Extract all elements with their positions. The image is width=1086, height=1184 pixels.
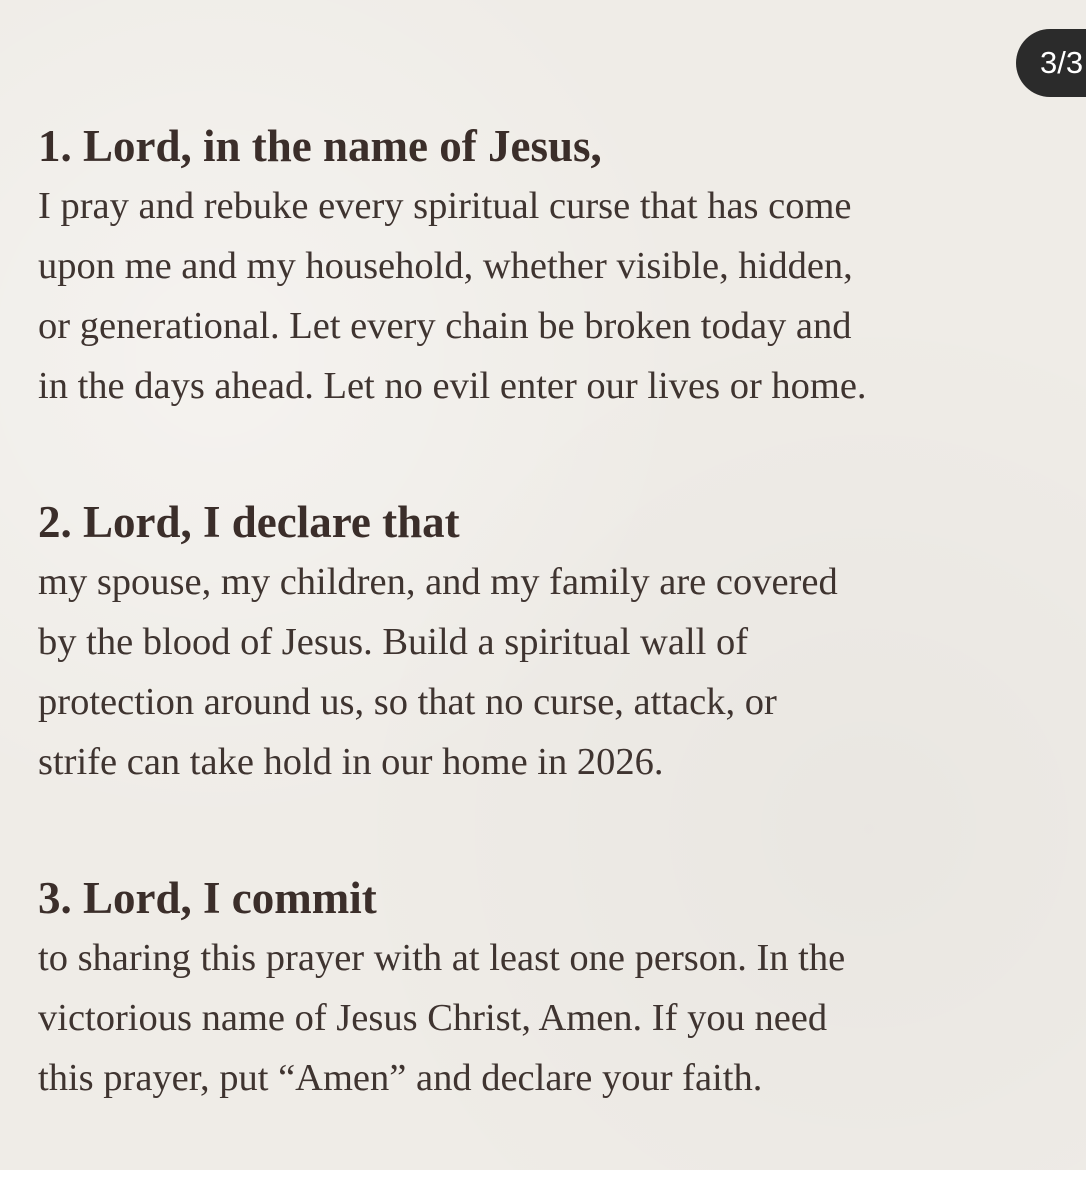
prayer-section-3 bbox=[38, 868, 1048, 1108]
section-body-line: victorious name of Jesus Christ, Amen. If you need bbox=[38, 997, 828, 1039]
section-body-line: in the days ahead. Let no evil enter our lives or home. bbox=[38, 365, 867, 407]
bottom-edge bbox=[0, 1170, 1086, 1184]
section-body-line: upon me and my household, whether visible, hidden, bbox=[38, 245, 853, 287]
prayer-section-2 bbox=[38, 492, 1048, 792]
section-body-line: to sharing this prayer with at least one person. In the bbox=[38, 937, 846, 979]
section-body-line: or generational. Let every chain be broken today and bbox=[38, 305, 852, 347]
section-heading: 1. Lord, in the name of Jesus, bbox=[38, 121, 602, 171]
page-counter-badge: 3/3 bbox=[1016, 29, 1086, 97]
section-body-line: I pray and rebuke every spiritual curse that has come bbox=[38, 185, 852, 227]
section-body-line: protection around us, so that no curse, attack, or bbox=[38, 681, 777, 723]
prayer-section-1 bbox=[38, 116, 1048, 416]
section-body-line: my spouse, my children, and my family are covered bbox=[38, 561, 838, 603]
section-body-line: this prayer, put “Amen” and declare your faith. bbox=[38, 1057, 763, 1099]
section-body-line: by the blood of Jesus. Build a spiritual wall of bbox=[38, 621, 749, 663]
section-body-line: strife can take hold in our home in 2026. bbox=[38, 741, 664, 783]
section-heading: 3. Lord, I commit bbox=[38, 873, 377, 923]
section-heading: 2. Lord, I declare that bbox=[38, 497, 460, 547]
